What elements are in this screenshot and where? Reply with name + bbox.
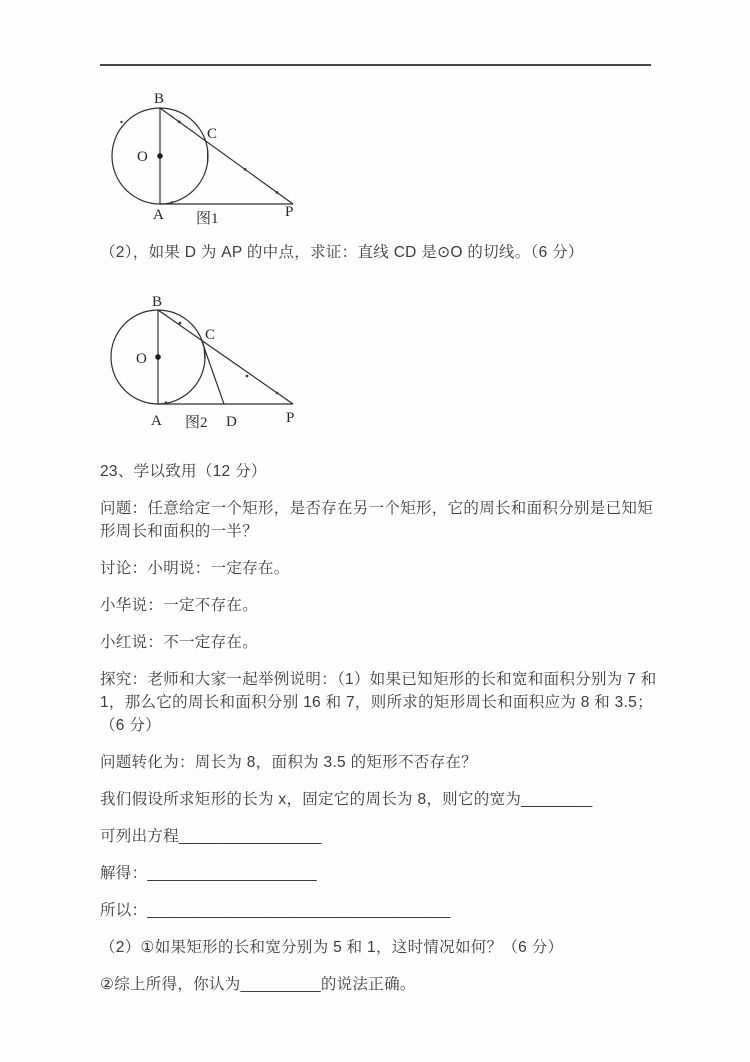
q23-title: 23、学以致用（12 分）: [100, 463, 267, 480]
line-mark: [178, 121, 181, 124]
label-c: C: [207, 126, 218, 142]
label-b: B: [154, 91, 165, 107]
line-mark: [179, 322, 182, 325]
q23-part2-sub1: （2）①如果矩形的长和宽分别为 5 和 1，这时情况如何？（6 分）: [100, 939, 564, 956]
q23-discuss-xiaohong: 小红说：不一定存在。: [100, 634, 259, 651]
line-mark: [165, 401, 167, 403]
q23-discuss-xiaohua: 小华说：一定不存在。: [100, 597, 259, 614]
center-dot: [155, 354, 161, 360]
label-o: O: [136, 351, 147, 367]
label-b: B: [152, 294, 163, 310]
label-a: A: [153, 207, 164, 223]
figure-2-caption: 图2: [185, 415, 208, 431]
q23-problem: 问题：任意给定一个矩形，是否存在另一个矩形，它的周长和面积分别是已知矩形周长和面积的一半？: [100, 500, 654, 540]
label-c: C: [205, 327, 216, 343]
q23-solve-blank: 解得：___________________: [100, 865, 317, 882]
q23-explore: 探究：老师和大家一起举例说明：（1）如果已知矩形的长和宽和面积分别为 7 和 1，那么它的周长和面积分别 16 和 7，则所求的矩形周长和面积应为 8 和 3.5；（6 分）: [100, 671, 657, 734]
label-p: P: [286, 410, 295, 426]
label-a: A: [151, 413, 162, 429]
line-mark: [246, 375, 249, 378]
line-mark: [244, 168, 247, 171]
figure-1-caption: 图1: [196, 211, 219, 227]
label-o: O: [137, 149, 148, 165]
arc-dot-mark: [120, 121, 122, 123]
label-d: D: [226, 414, 237, 430]
q23-equation-blank: 可列出方程________________: [100, 828, 322, 845]
line-mark: [276, 191, 279, 194]
line-mark: [276, 392, 279, 395]
q23-assume-blank: 我们假设所求矩形的长为 x，固定它的周长为 8，则它的宽为________: [100, 791, 593, 808]
q23-therefore-blank: 所以：__________________________________: [100, 902, 451, 919]
segment-cd: [202, 342, 224, 404]
question-part2-text: （2），如果 D 为 AP 的中点，求证：直线 CD 是⊙O 的切线。（6 分）: [100, 244, 584, 261]
arc-mark: [204, 347, 205, 359]
q23-discuss-xiaoming: 讨论：小明说：一定存在。: [100, 560, 290, 577]
figure-1-circle-diagram: [100, 80, 315, 232]
line-mark: [171, 201, 173, 203]
q23-part2-sub2: ②综上所得，你认为_________的说法正确。: [100, 976, 416, 993]
question-23-body: [100, 460, 658, 1010]
section-divider: [100, 64, 651, 66]
figure-2-circle-diagram: [95, 290, 310, 438]
secant-bp: [158, 310, 293, 404]
q23-transform: 问题转化为：周长为 8，面积为 3.5 的矩形不否存在？: [100, 754, 477, 771]
label-p: P: [285, 204, 294, 220]
center-dot: [157, 153, 163, 159]
